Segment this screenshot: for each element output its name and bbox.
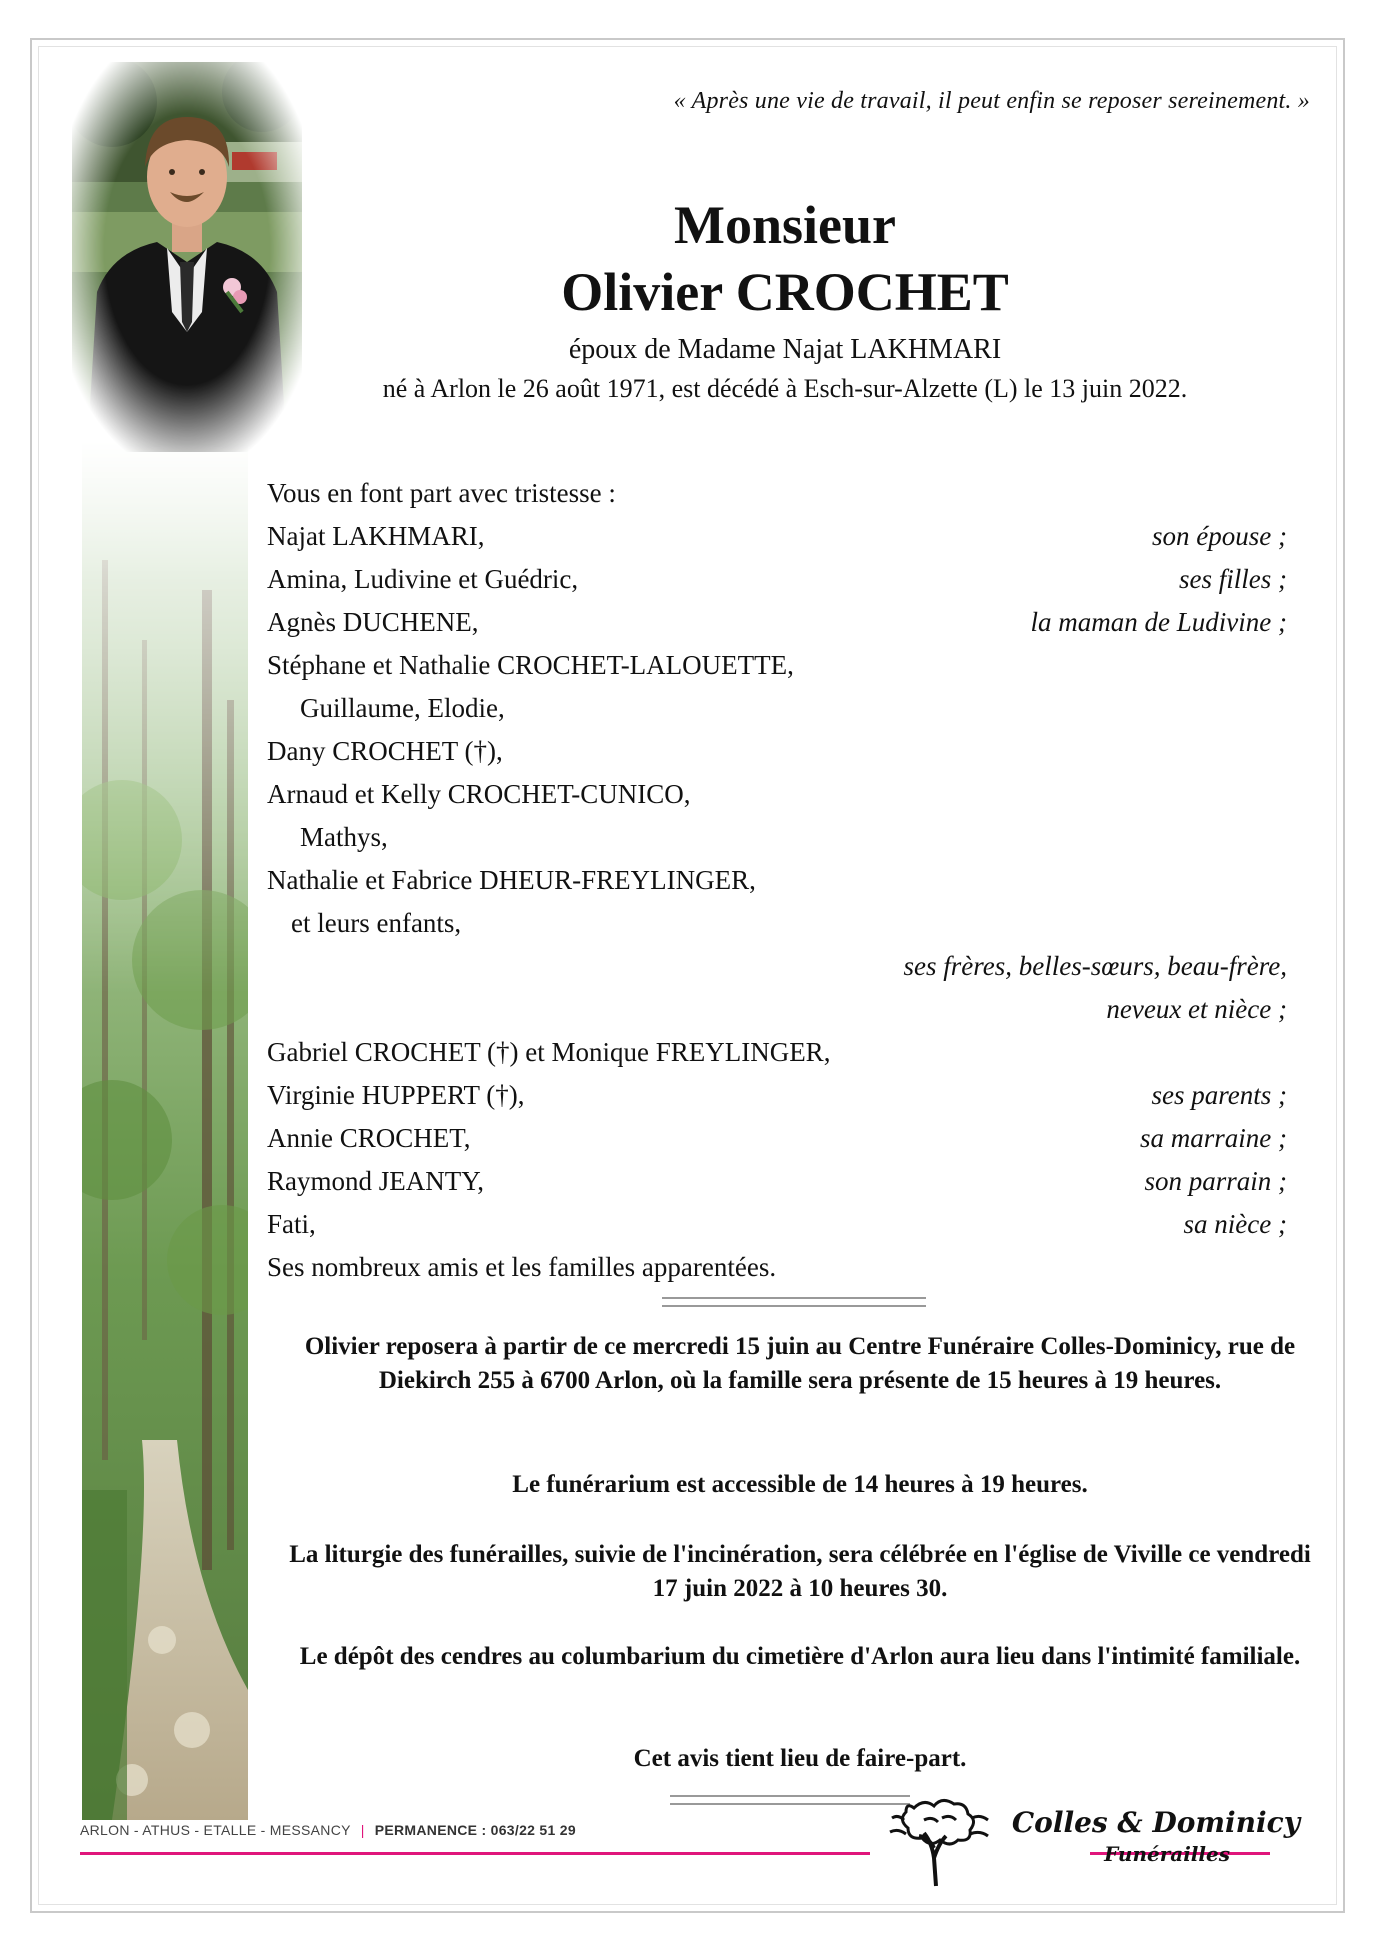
list-item — [267, 945, 1287, 988]
list-item — [267, 859, 1287, 902]
family-member-name: Gabriel CROCHET (†) et Monique FREYLINGER, — [267, 1037, 831, 1067]
family-member-name: Agnès DUCHENE, — [267, 607, 479, 637]
forest-path-photo — [82, 440, 248, 1820]
title-honorific: Monsieur — [674, 195, 896, 255]
footer-info — [80, 1822, 576, 1838]
list-item — [267, 773, 1287, 816]
wake-notice: Olivier reposera à partir de ce mercredi 15 juin au Centre Funéraire Colles-Dominicy, rue de Diekirch 255 à 6700 Arlon, où la famille sera présente de 15 heures à 19 heures. — [304, 1333, 1296, 1394]
family-member-name: Vous en font part avec tristesse : — [267, 478, 616, 508]
list-item — [267, 472, 1287, 515]
family-relation: la maman de Ludivine ; — [1030, 607, 1287, 637]
family-member-name: et leurs enfants, — [291, 908, 462, 938]
family-relation: sa nièce ; — [1183, 1209, 1287, 1239]
ashes-notice: Le dépôt des cendres au columbarium du cimetière d'Arlon aura lieu dans l'intimité familiale. — [299, 1643, 1301, 1670]
deceased-name: Olivier CROCHET — [561, 262, 1009, 322]
list-item — [267, 558, 1287, 601]
divider — [670, 1795, 910, 1805]
family-member-name: Ses nombreux amis et les familles apparentées. — [267, 1252, 777, 1282]
footer-separator: | — [360, 1822, 365, 1838]
divider — [662, 1297, 926, 1307]
footer-permanence: PERMANENCE : 063/22 51 29 — [374, 1822, 576, 1838]
list-item — [267, 730, 1287, 773]
list-item — [267, 1074, 1287, 1117]
family-member-name: Guillaume, Elodie, — [300, 693, 505, 723]
family-member-name: Virginie HUPPERT (†), — [267, 1080, 525, 1110]
family-member-name: Dany CROCHET (†), — [267, 736, 503, 766]
family-list — [267, 472, 1287, 1289]
list-item — [267, 1160, 1287, 1203]
portrait-photo — [72, 62, 302, 452]
list-item — [267, 902, 1287, 945]
family-relation: sa marraine ; — [1140, 1123, 1287, 1153]
funerarium-notice: Le funérarium est accessible de 14 heures à 19 heures. — [512, 1471, 1088, 1498]
list-item — [267, 988, 1287, 1031]
family-member-name: Fati, — [267, 1209, 316, 1239]
family-member-name: Annie CROCHET, — [267, 1123, 471, 1153]
family-member-name: Amina, Ludivine et Guédric, — [267, 564, 579, 594]
family-relation: son parrain ; — [1144, 1166, 1287, 1196]
birth-death-line: né à Arlon le 26 août 1971, est décédé à Esch-sur-Alzette (L) le 13 juin 2022. — [382, 374, 1188, 403]
list-item — [267, 515, 1287, 558]
list-item — [267, 1117, 1287, 1160]
family-member-name: Stéphane et Nathalie CROCHET-LALOUETTE, — [267, 650, 794, 680]
family-relation: neveux et nièce ; — [1106, 994, 1287, 1024]
list-item — [267, 1031, 1287, 1074]
closing-notice: Cet avis tient lieu de faire-part. — [633, 1745, 967, 1772]
footer-accent-line — [80, 1852, 870, 1855]
family-member-name: Arnaud et Kelly CROCHET-CUNICO, — [267, 779, 691, 809]
list-item — [267, 601, 1287, 644]
list-item — [267, 1203, 1287, 1246]
family-relation: son épouse ; — [1152, 521, 1287, 551]
liturgy-notice: La liturgie des funérailles, suivie de l'incinération, sera célébrée en l'église de Viville ce vendredi 17 juin 2022 à 10 heures 30. — [289, 1541, 1311, 1602]
tree-logo-icon — [884, 1788, 994, 1888]
family-relation: ses frères, belles-sœurs, beau-frère, — [903, 951, 1287, 981]
brand-subtitle: Funérailles — [1104, 1842, 1230, 1866]
spouse-line: époux de Madame Najat LAKHMARI — [568, 334, 1002, 365]
family-member-name: Mathys, — [300, 822, 388, 852]
epitaph-quote: « Après une vie de travail, il peut enfin se reposer sereinement. » — [673, 88, 1310, 114]
footer-locations: ARLON - ATHUS - ETALLE - MESSANCY — [80, 1822, 351, 1838]
list-item — [267, 687, 1287, 730]
family-member-name: Raymond JEANTY, — [267, 1166, 485, 1196]
list-item — [267, 1246, 1287, 1289]
family-member-name: Nathalie et Fabrice DHEUR-FREYLINGER, — [267, 865, 756, 895]
brand-name: Colles & Dominicy — [1011, 1806, 1300, 1839]
list-item — [267, 644, 1287, 687]
family-member-name: Najat LAKHMARI, — [267, 521, 485, 551]
family-relation: ses filles ; — [1179, 564, 1287, 594]
list-item — [267, 816, 1287, 859]
family-relation: ses parents ; — [1151, 1080, 1287, 1110]
